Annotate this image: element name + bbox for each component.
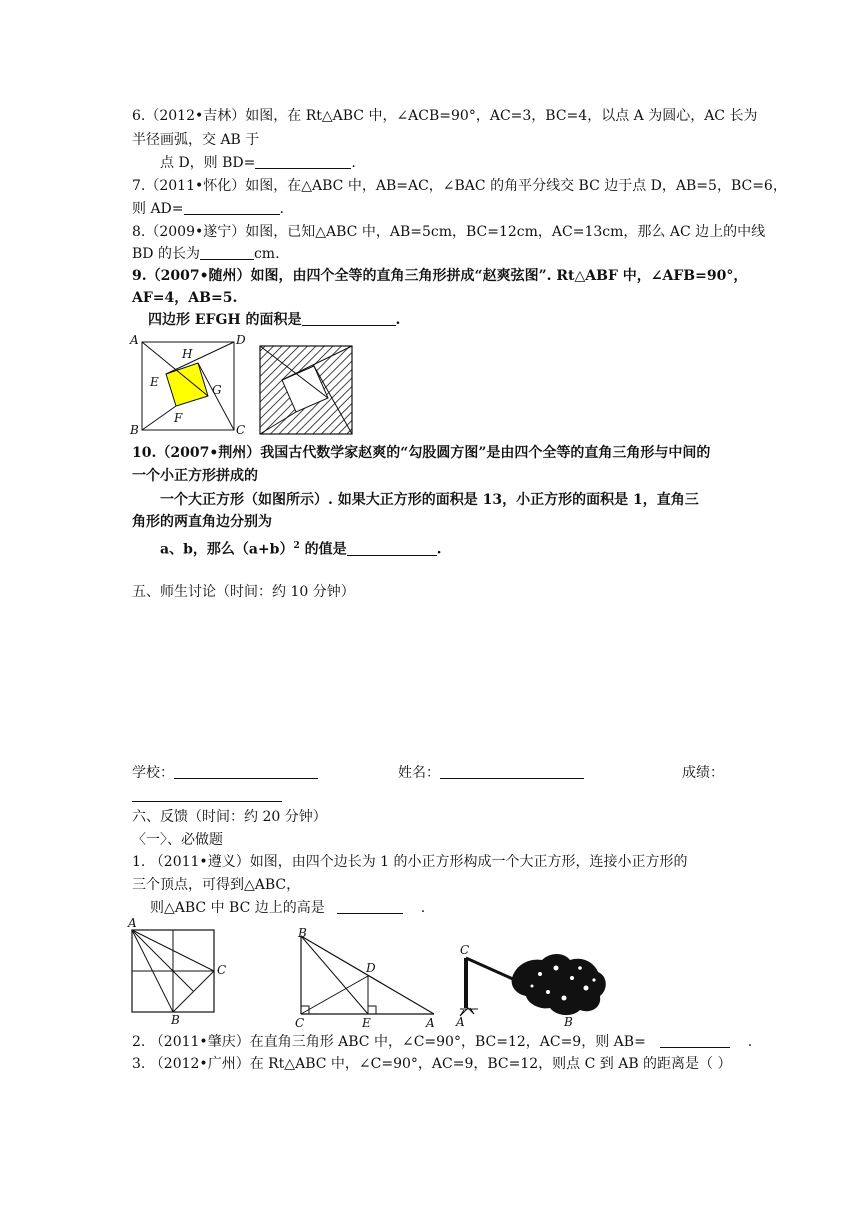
q8-line1: 8.（2009•遂宁）如图，已知△ABC 中，AB=5cm，BC=12cm，AC=13cm，那么 AC 边上的中线 <box>132 224 766 240</box>
q10-line2: 一个小正方形拼成的 <box>132 468 258 484</box>
f3-line1: 3. （2012•广州）在 Rt△ABC 中，∠C=90°，AC=9，BC=12，则点 C 到 AB 的距离是（ ） <box>132 1056 732 1072</box>
q7-text: 则 AD= <box>132 201 184 217</box>
q8-text: BD 的长为 <box>132 246 200 262</box>
q6-answer-blank[interactable] <box>255 154 351 169</box>
f3-label-c: C <box>460 943 470 957</box>
q10-answer-blank[interactable] <box>347 541 437 556</box>
q9-line2: AF=4，AB=5. <box>132 290 238 306</box>
q7-line1: 7.（2011•怀化）如图，在△ABC 中，AB=AC，∠BAC 的角平分线交 BC 边于点 D，AB=5，BC=6， <box>132 178 787 194</box>
q10-text-2: 的值是 <box>299 541 347 558</box>
f3-broken-tree-figure <box>452 938 612 1030</box>
q9-label-h: H <box>182 347 193 361</box>
q10-text: a、b，那么（a+b） <box>160 541 294 558</box>
q9-line-b <box>142 406 176 430</box>
score-field <box>132 786 282 806</box>
q9-label-g: G <box>212 383 222 397</box>
q10-exponent: 2 <box>293 541 300 551</box>
q9-label-c: C <box>236 423 246 437</box>
q6-line2: 半径画弧，交 AB 于 <box>132 132 260 148</box>
q10-line3: 一个大正方形（如图所示）. 如果大正方形的面积是 13，小正方形的面积是 1，直角三 <box>160 492 699 508</box>
school-field <box>132 763 318 783</box>
f1-answer-blank[interactable] <box>337 899 403 914</box>
f2-right-angle-e <box>368 1006 376 1014</box>
q9-zhao-shuang-figure <box>128 334 248 438</box>
name-field <box>398 763 584 783</box>
f2-label-d: D <box>366 961 376 975</box>
f2-label-e: E <box>362 1016 371 1030</box>
score-label: 成绩： <box>682 765 724 781</box>
q9-label-d: D <box>236 334 246 347</box>
f2-label-a: A <box>426 1016 435 1030</box>
q6-line1: 6.（2012•吉林）如图，在 Rt△ABC 中，∠ACB=90°，AC=3，BC=4，以点 A 为圆心，AC 长为 <box>132 108 758 124</box>
f2-segment-be <box>301 936 368 1014</box>
f1-label-b: B <box>171 1013 180 1026</box>
q10-line1: 10.（2007•荆州）我国古代数学家赵爽的“勾股圆方图”是由四个全等的直角三角形与中间的 <box>132 445 711 461</box>
school-input[interactable] <box>174 764 318 779</box>
section5-title: 五、师生讨论（时间：约 10 分钟） <box>132 584 355 600</box>
q9-label-f: F <box>174 411 183 425</box>
f2-segment-cd <box>301 976 368 1014</box>
school-label: 学校： <box>132 765 174 781</box>
q7-period: . <box>279 201 284 217</box>
q8-answer-blank[interactable] <box>200 245 254 260</box>
q7-line2 <box>132 199 284 219</box>
score-input[interactable] <box>132 787 282 802</box>
q10-line4: 角形的两直角边分别为 <box>132 514 272 530</box>
q8-line2 <box>132 244 280 264</box>
f2-answer-blank[interactable] <box>660 1033 730 1048</box>
section6-title: 六、反馈（时间：约 20 分钟） <box>132 809 327 825</box>
q9-text: 四边形 EFGH 的面积是 <box>148 312 302 328</box>
q9-period: . <box>395 312 401 328</box>
f2-triangle-figure <box>292 926 442 1030</box>
f1-line1: 1. （2011•遵义）如图，由四个边长为 1 的小正方形构成一个大正方形，连接小正方形的 <box>132 854 688 870</box>
q7-answer-blank[interactable] <box>184 200 280 215</box>
q8-unit: cm. <box>253 246 280 262</box>
f3-label-b: B <box>564 1015 573 1029</box>
q9-label-b: B <box>130 423 139 437</box>
q9-line3 <box>148 310 400 330</box>
q10-line5 <box>160 536 441 560</box>
f1-grid-figure <box>126 916 236 1026</box>
f2-label-b: B <box>298 926 307 940</box>
name-label: 姓名： <box>398 765 440 781</box>
name-input[interactable] <box>440 764 584 779</box>
f3-label-a: A <box>456 1015 465 1029</box>
f2-period: . <box>747 1034 753 1050</box>
f1-label-a: A <box>128 916 137 930</box>
q9-label-a: A <box>130 334 139 347</box>
f1-text: 则△ABC 中 BC 边上的高是 <box>150 900 325 916</box>
q9-label-e: E <box>150 375 159 389</box>
f3-tree-crown <box>512 954 606 1015</box>
f2-line1 <box>132 1032 752 1052</box>
f1-period: . <box>420 900 426 916</box>
q9-answer-blank[interactable] <box>302 311 396 326</box>
f1-line3 <box>150 898 425 918</box>
q10-gougu-square-figure <box>258 344 354 436</box>
f3-trunk <box>464 958 468 1008</box>
f2-text: 2. （2011•肇庆）在直角三角形 ABC 中，∠C=90°，BC=12，AC=9，则 AB= <box>132 1034 646 1050</box>
q6-line3 <box>160 153 356 173</box>
f1-altitude <box>132 930 193 991</box>
f1-label-c: C <box>217 963 227 977</box>
section6-subtitle: 〈一〉、必做题 <box>132 832 223 848</box>
q9-line1: 9.（2007•随州）如图，由四个全等的直角三角形拼成“赵爽弦图”. Rt△ABF 中，∠AFB=90°， <box>132 268 748 284</box>
q6-text: 点 D，则 BD= <box>160 155 256 171</box>
f1-line2: 三个顶点，可得到△ABC， <box>132 877 301 893</box>
q6-period: . <box>351 155 356 171</box>
q10-period: . <box>436 541 442 558</box>
f2-label-c: C <box>295 1016 305 1030</box>
